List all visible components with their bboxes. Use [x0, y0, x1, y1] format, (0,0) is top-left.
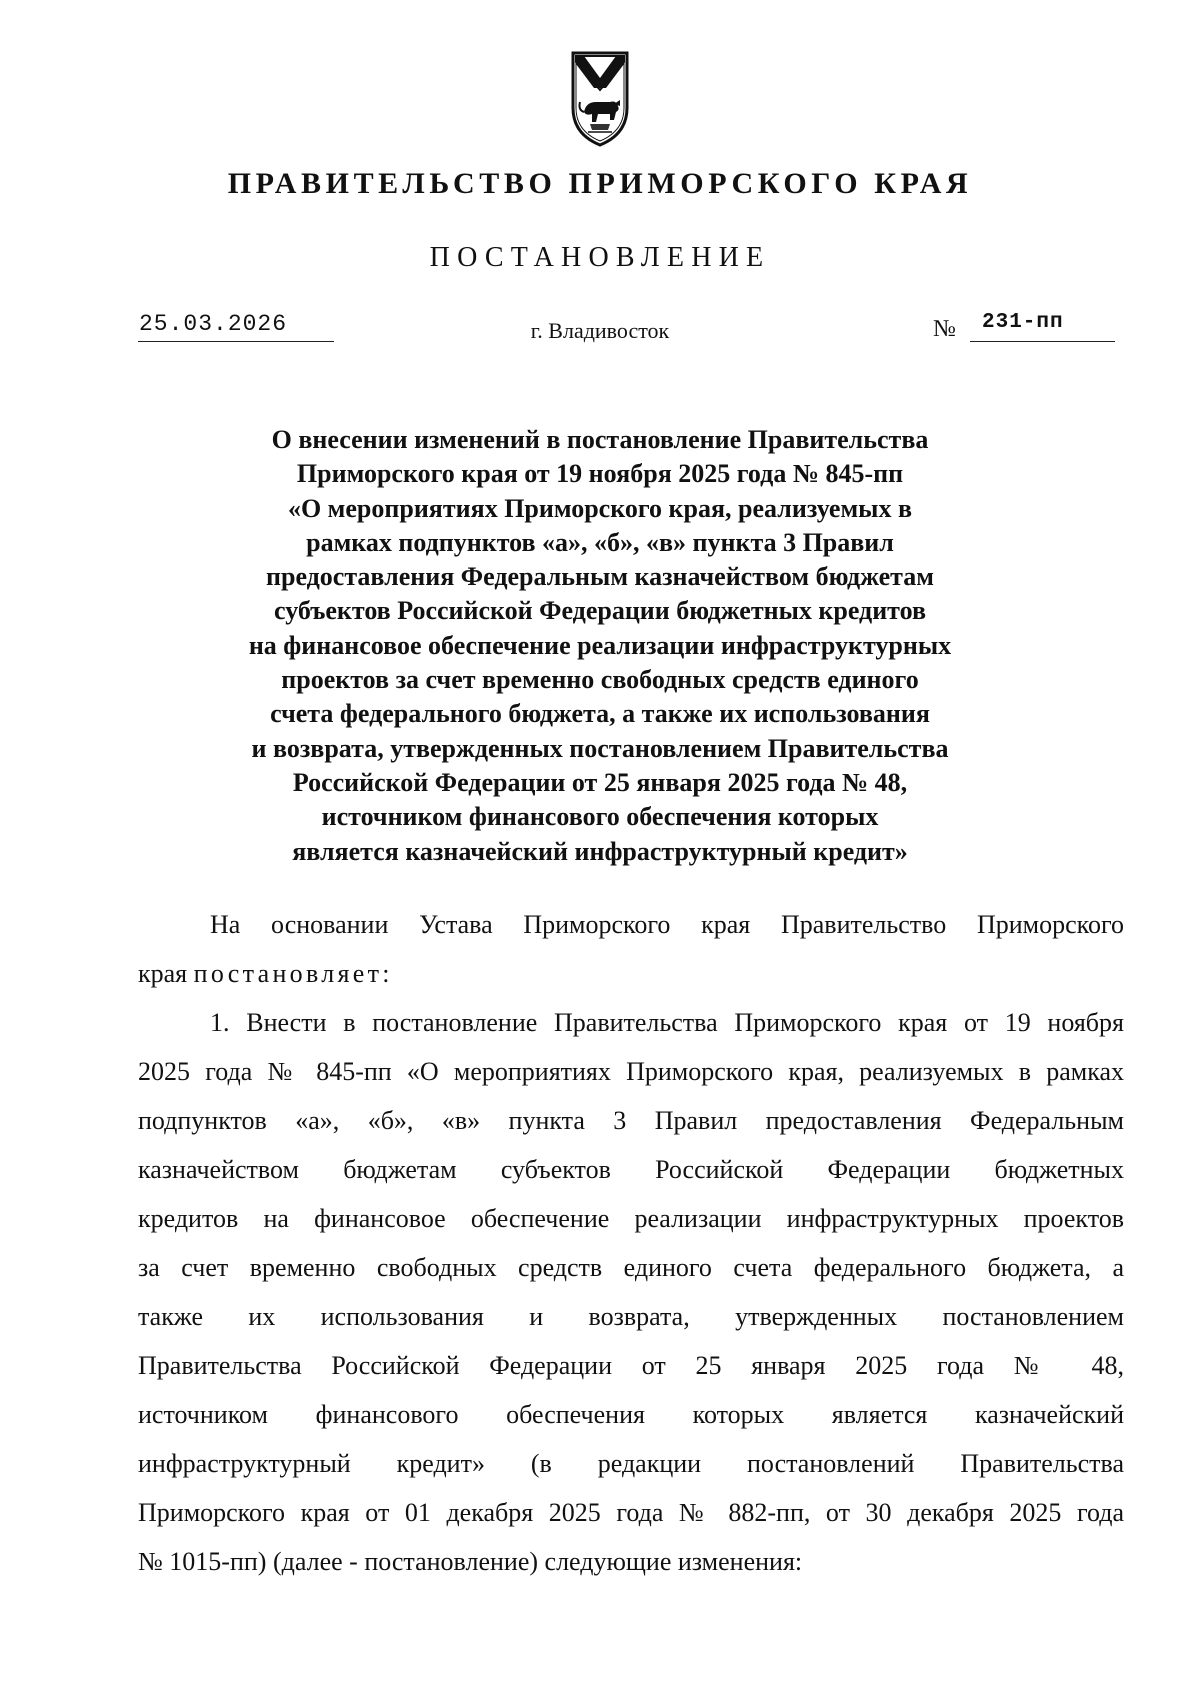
- decree-date: 25.03.2026: [139, 311, 288, 337]
- title-line: «О мероприятиях Приморского края, реализуемых в: [287, 493, 913, 523]
- paragraph-line: Приморского края от 01 декабря 2025 года № 882-пп, от 30 декабря 2025 года: [138, 1498, 1124, 1527]
- title-line: предоставления Федеральным казначейством бюджетам: [266, 562, 934, 592]
- title-line: Приморского края от 19 ноября 2025 года № 845-пп: [296, 459, 904, 489]
- government-name: ПРАВИТЕЛЬСТВО ПРИМОРСКОГО КРАЯ: [227, 167, 973, 200]
- title-line: Российской Федерации от 25 января 2025 года № 48,: [292, 767, 908, 797]
- preamble-line: На основании Устава Приморского края Правительство Приморского: [210, 910, 1124, 939]
- paragraph-line: инфраструктурный кредит» (в редакции постановлений Правительства: [138, 1449, 1124, 1478]
- title-line: счета федерального бюджета, а также их использования: [270, 699, 930, 729]
- title-line: О внесении изменений в постановление Правительства: [271, 425, 929, 454]
- decree-number: 231-пп: [982, 311, 1064, 334]
- paragraph-line: 1. Внести в постановление Правительства Приморского края от 19 ноября: [210, 1008, 1124, 1037]
- document-title: [150, 423, 1050, 869]
- city: г. Владивосток: [530, 318, 670, 343]
- paragraph-line: казначейством бюджетам субъектов Российской Федерации бюджетных: [138, 1155, 1124, 1184]
- primorsky-krai-coat-of-arms-icon: [570, 50, 630, 148]
- document-type: ПОСТАНОВЛЕНИЕ: [429, 242, 771, 273]
- document-body: [138, 900, 1124, 1586]
- preamble-prefix: края: [138, 959, 188, 988]
- title-line: и возврата, утвержденных постановлением Правительства: [251, 733, 949, 763]
- number-label: №: [933, 316, 956, 342]
- title-line: рамках подпунктов «а», «б», «в» пункта 3 Правил: [306, 527, 894, 557]
- preamble-line: [138, 949, 1124, 998]
- paragraph-line: за счет временно свободных средств единого счета федерального бюджета, а: [138, 1253, 1124, 1282]
- title-line: субъектов Российской Федерации бюджетных кредитов: [274, 596, 926, 626]
- paragraph-line: № 1015-пп) (далее - постановление) следующие изменения:: [138, 1547, 803, 1576]
- title-line: является казначейский инфраструктурный кредит»: [292, 836, 908, 866]
- paragraph-line: подпунктов «а», «б», «в» пункта 3 Правил предоставления Федеральным: [138, 1106, 1124, 1135]
- decree-number-field: [970, 311, 1115, 342]
- paragraph-line: Правительства Российской Федерации от 25 января 2025 года № 48,: [138, 1351, 1124, 1380]
- title-line: источником финансового обеспечения которых: [321, 802, 879, 832]
- title-line: на финансовое обеспечение реализации инфраструктурных: [248, 630, 952, 660]
- paragraph-line: 2025 года № 845-пп «О мероприятиях Приморского края, реализуемых в рамках: [138, 1057, 1124, 1086]
- paragraph-line: также их использования и возврата, утвержденных постановлением: [138, 1302, 1124, 1331]
- paragraph-line: источником финансового обеспечения которых является казначейский: [138, 1400, 1124, 1429]
- title-line: проектов за счет временно свободных средств единого: [281, 665, 919, 695]
- decree-word: постановляет:: [193, 959, 393, 988]
- paragraph-line: кредитов на финансовое обеспечение реализации инфраструктурных проектов: [138, 1204, 1124, 1233]
